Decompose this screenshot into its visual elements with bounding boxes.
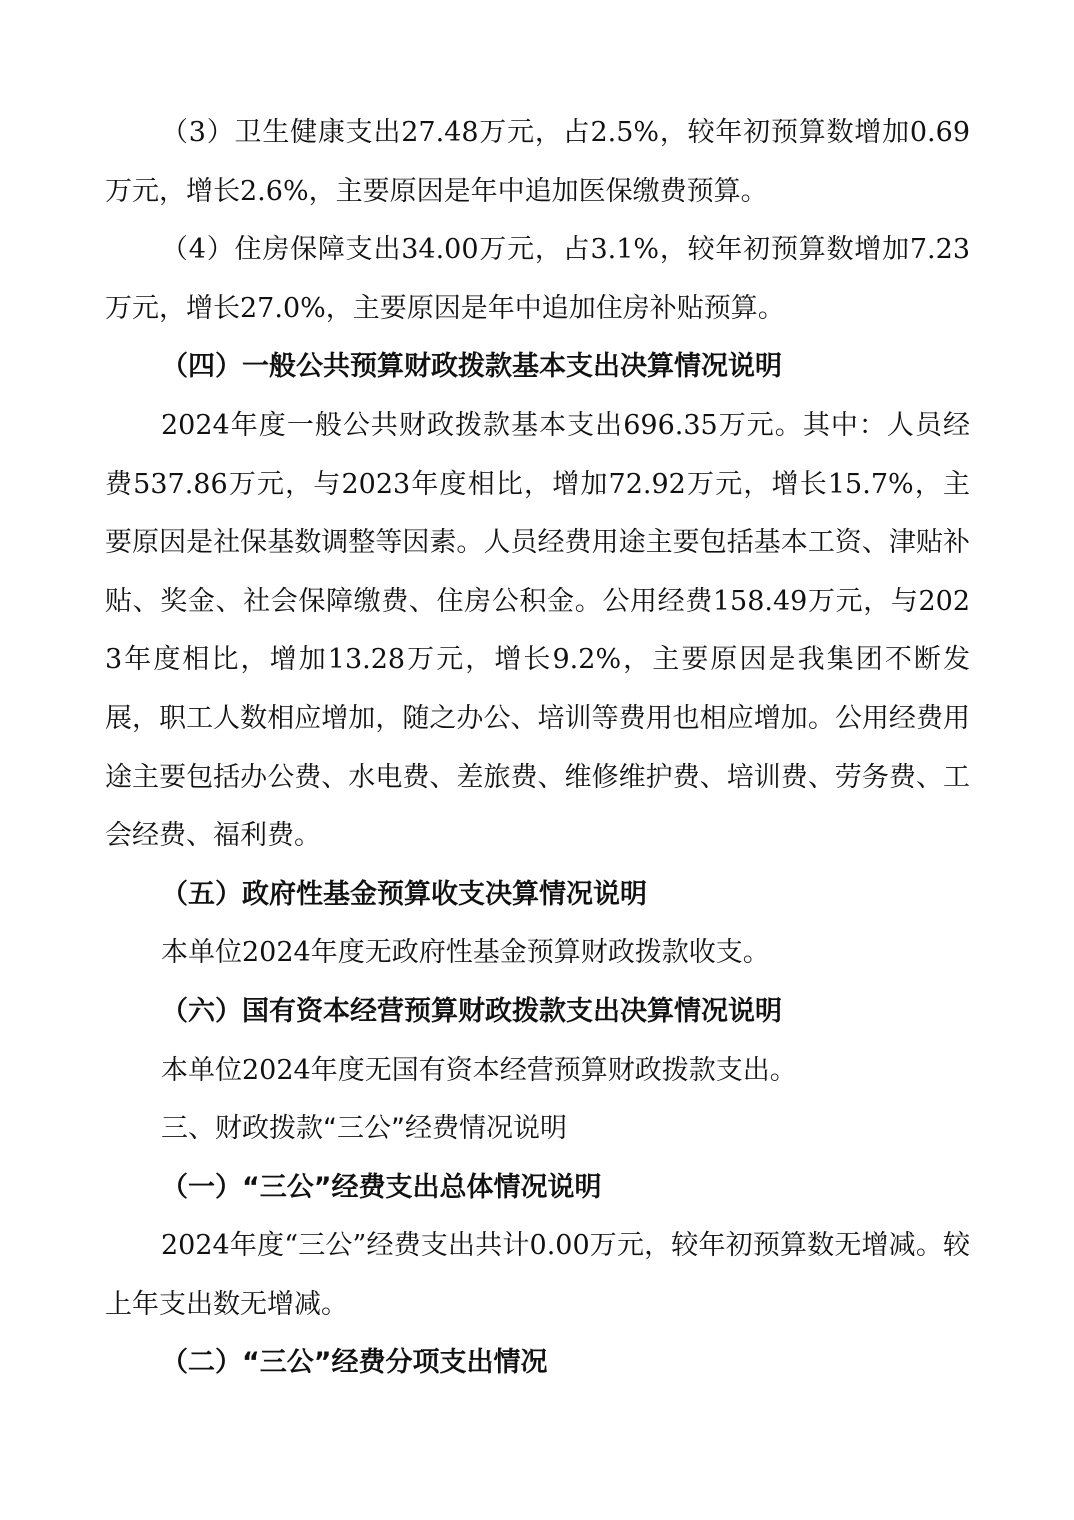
paragraph-sangong-total: 2024年度“三公”经费支出共计0.00万元，较年初预算数无增减。较上年支出数无增减。 [105, 1230, 970, 1320]
paragraph-state-capital: 本单位2024年度无国有资本经营预算财政拨款支出。 [161, 1054, 797, 1086]
paragraph-health-expenditure: （3）卫生健康支出27.48万元，占2.5%，较年初预算数增加0.69万元，增长2.6%，主要原因是年中追加医保缴费预算。 [105, 117, 970, 207]
heading-basic-expenditure: （四）一般公共预算财政拨款基本支出决算情况说明 [161, 351, 782, 383]
heading-sangong-items: （二）“三公”经费分项支出情况 [161, 1347, 548, 1379]
heading-state-capital: （六）国有资本经营预算财政拨款支出决算情况说明 [161, 995, 782, 1027]
heading-section-three: 三、财政拨款“三公”经费情况说明 [161, 1113, 567, 1145]
heading-sangong-total: （一）“三公”经费支出总体情况说明 [161, 1171, 602, 1203]
document-page [105, 104, 970, 1393]
paragraph-government-fund: 本单位2024年度无政府性基金预算财政拨款收支。 [161, 937, 770, 969]
paragraph-housing-expenditure: （4）住房保障支出34.00万元，占3.1%，较年初预算数增加7.23万元，增长27.0%，主要原因是年中追加住房补贴预算。 [105, 234, 970, 324]
paragraph-basic-expenditure: 2024年度一般公共财政拨款基本支出696.35万元。其中：人员经费537.86万元，与2023年度相比，增加72.92万元，增长15.7%，主要原因是社保基数调整等因素。人员经费用途主要包括基本工资、津贴补贴、奖金、社会保障缴费、住房公积金。公用经费158.49万元，与2023年度相比，增加13.28万元，增长9.2%，主要原因是我集团不断发展，职工人数相应增加，随之办公、培训等费用也相应增加。公用经费用途主要包括办公费、水电费、差旅费、维修维护费、培训费、劳务费、工会经费、福利费。 [105, 409, 970, 852]
heading-government-fund: （五）政府性基金预算收支决算情况说明 [161, 878, 647, 910]
